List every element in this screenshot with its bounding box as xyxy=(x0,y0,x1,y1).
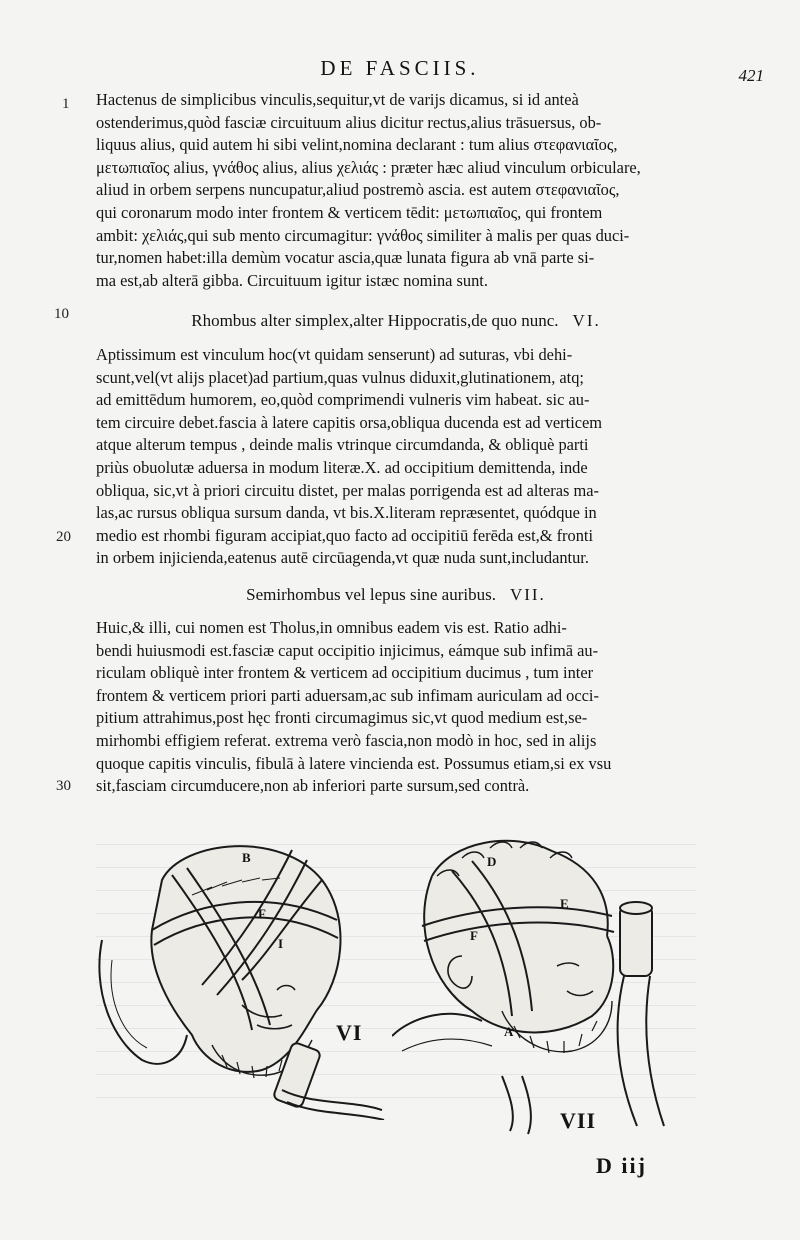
text-line: mirhombi effigiem referat. extrema verò fascia,non modò in hoc, sed in alijs xyxy=(96,730,597,750)
figure-letter: D xyxy=(487,854,497,869)
text-line: obliqua, sic,vt à priori circuitu distet, per malas porrigenda est ad alteras ma- xyxy=(96,480,599,500)
figure-letter: B xyxy=(242,850,251,865)
section-heading-number: VI. xyxy=(572,311,601,330)
margin-line-number: 1 xyxy=(62,96,70,112)
section-heading-title: Rhombus alter simplex,alter Hippocratis,de quo nunc. xyxy=(191,311,559,330)
woodcut-figure-vi xyxy=(92,820,392,1120)
text-line: tur,nomen habet:illa demùm vocatur ascia,quæ lunata figura ab vnā parte si- xyxy=(96,248,595,268)
text-line: ad emittēdum humorem, eo,quòd comprimendi vulneris vim habeat. sic au- xyxy=(96,390,590,410)
text-line: sit,fasciam circumducere,non ab inferiori parte sursum,sed contrà. xyxy=(96,776,530,796)
text-line: Hactenus de simplicibus vinculis,sequitur,vt de varijs dicamus, si id anteà xyxy=(96,90,579,109)
figure-letter: A xyxy=(504,1024,514,1039)
text-line: Aptissimum est vinculum hoc(vt quidam senserunt) ad suturas, vbi dehi- xyxy=(96,345,573,364)
figure-letter: F xyxy=(258,906,266,921)
text-line: μετωπιαῖος alius, γνάθος alius, alius χελιάς : præter hæc aliud vinculum orbiculare, xyxy=(96,157,641,177)
section-heading-number: VII. xyxy=(509,585,546,604)
woodcut-figure-vii xyxy=(392,836,712,1136)
text-line: frontem & verticem priori parti aduersam,ac sub infimam auriculam ad occi- xyxy=(96,685,599,705)
figure-label-vii: VII xyxy=(560,1108,597,1133)
margin-line-number: 10 xyxy=(54,306,69,322)
text-line: ostenderimus,quòd fasciæ circuituum alius dicitur rectus,alius trāsuersus, ob- xyxy=(96,112,602,132)
section-heading-vii xyxy=(96,585,696,605)
running-head: DE FASCIIS. xyxy=(320,56,480,80)
text-line: aliud in orbem serpens nuncupatur,aliud postremò ascia. est autem στεφανιαῖος, xyxy=(96,180,620,200)
margin-line-number: 20 xyxy=(56,529,71,545)
text-line: riculam obliquè inter frontem & verticem ad occipitium ducimus , tum inter xyxy=(96,663,594,683)
paragraph-2 xyxy=(96,344,696,570)
figure-letter: F xyxy=(470,928,478,943)
text-line: atque alterum tempus , deinde malis vtrinque circumdanda, & obliquè parti xyxy=(96,435,589,455)
signature-mark: D iij xyxy=(596,1153,647,1178)
text-line: in orbem injicienda,eatenus autē circūagenda,vt quæ nuda sunt,includantur. xyxy=(96,548,589,568)
text-line: qui coronarum modo inter frontem & verticem tēdit: μετωπιαῖος, qui frontem xyxy=(96,202,603,222)
section-heading-title: Semirhombus vel lepus sine auribus. xyxy=(246,585,496,604)
text-line: Huic,& illi, cui nomen est Tholus,in omnibus eadem vis est. Ratio adhi- xyxy=(96,618,567,637)
figure-letter: E xyxy=(560,896,569,911)
text-line: tem circuire debet.fascia à latere capitis orsa,obliqua ducenda est ad verticem xyxy=(96,412,603,432)
text-line: ambit: χελιάς,qui sub mento circumagitur: γνάθος similiter à malis per quas duci- xyxy=(96,225,630,245)
text-line: scunt,vel(vt alijs placet)ad partium,quas vulnus diduxit,glutinationem, atq; xyxy=(96,367,584,387)
text-line: quoque capitis vinculis, fibulā à latere vincienda est. Possumus etiam,si ex vsu xyxy=(96,753,612,773)
figure-label-vi: VI xyxy=(336,1020,363,1045)
text-line: pitium attrahimus,post hęc fronti circumagimus sic,vt quod medium est,se- xyxy=(96,708,588,728)
text-line: medio est rhombi figuram accipiat,quo facto ad occipitiū ferēda est,& fronti xyxy=(96,525,594,545)
text-line: liquus alius, quid autem hi sibi velint,nomina declarant : tum alius στεφανιαῖος, xyxy=(96,135,618,155)
paragraph-1 xyxy=(96,89,696,292)
text-line: bendi huiusmodi est.fasciæ caput occipitio injicimus, eámque sub infimā au- xyxy=(96,640,599,660)
text-line: ma est,ab alterā gibba. Circuituum igitur istæc nomina sunt. xyxy=(96,270,488,290)
figure-letter: I xyxy=(278,936,284,951)
section-heading-vi xyxy=(96,311,696,331)
paragraph-3 xyxy=(96,617,696,798)
text-line: las,ac rursus obliqua sursum danda, vt bis.X.literam repræsentet, quódque in xyxy=(96,503,597,523)
margin-line-number: 30 xyxy=(56,778,71,794)
text-line: priùs obuolutæ aduersa in modum literæ.X. ad occipitium demittenda, inde xyxy=(96,457,588,477)
folio-number: 421 xyxy=(738,66,764,85)
